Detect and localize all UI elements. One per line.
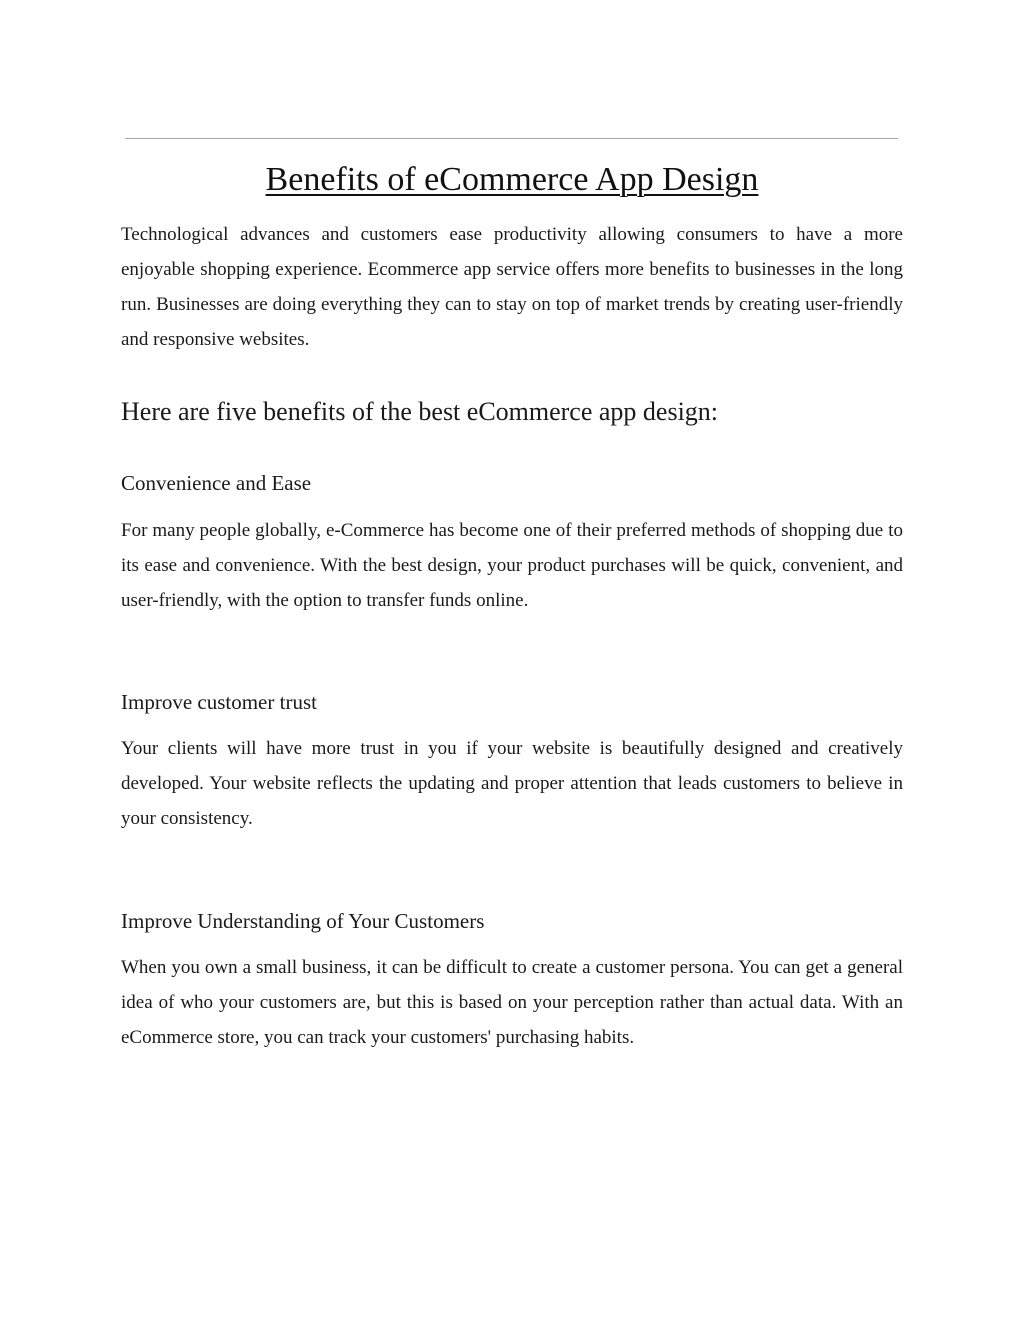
section-body-trust: Your clients will have more trust in you if your website is beautifully designed and creatively developed. Your website reflects the updating and proper attention that leads customers to believe in your consistency. xyxy=(121,738,903,829)
page-title: Benefits of eCommerce App Design xyxy=(265,161,759,198)
section-heading-trust: Improve customer trust xyxy=(121,690,317,714)
section-heading-understanding: Improve Understanding of Your Customers xyxy=(121,909,485,933)
horizontal-divider xyxy=(125,138,898,139)
benefits-list-heading: Here are five benefits of the best eCommerce app design: xyxy=(121,397,719,426)
section-body-convenience: For many people globally, e-Commerce has become one of their preferred methods of shopping due to its ease and convenience. With the best design, your product purchases will be quick, convenient, and user-friendly, with the option to transfer funds online. xyxy=(121,520,903,611)
section-body-understanding: When you own a small business, it can be difficult to create a customer persona. You can get a general idea of who your customers are, but this is based on your perception rather than actual data. With an eCommerce store, you can track your customers' purchasing habits. xyxy=(121,957,903,1048)
intro-paragraph: Technological advances and customers ease productivity allowing consumers to have a more enjoyable shopping experience. Ecommerce app service offers more benefits to businesses in the long run. Businesses are doing everything they can to stay on top of market trends by creating user-friendly and responsive websites. xyxy=(121,224,903,350)
section-heading-convenience: Convenience and Ease xyxy=(121,471,312,495)
